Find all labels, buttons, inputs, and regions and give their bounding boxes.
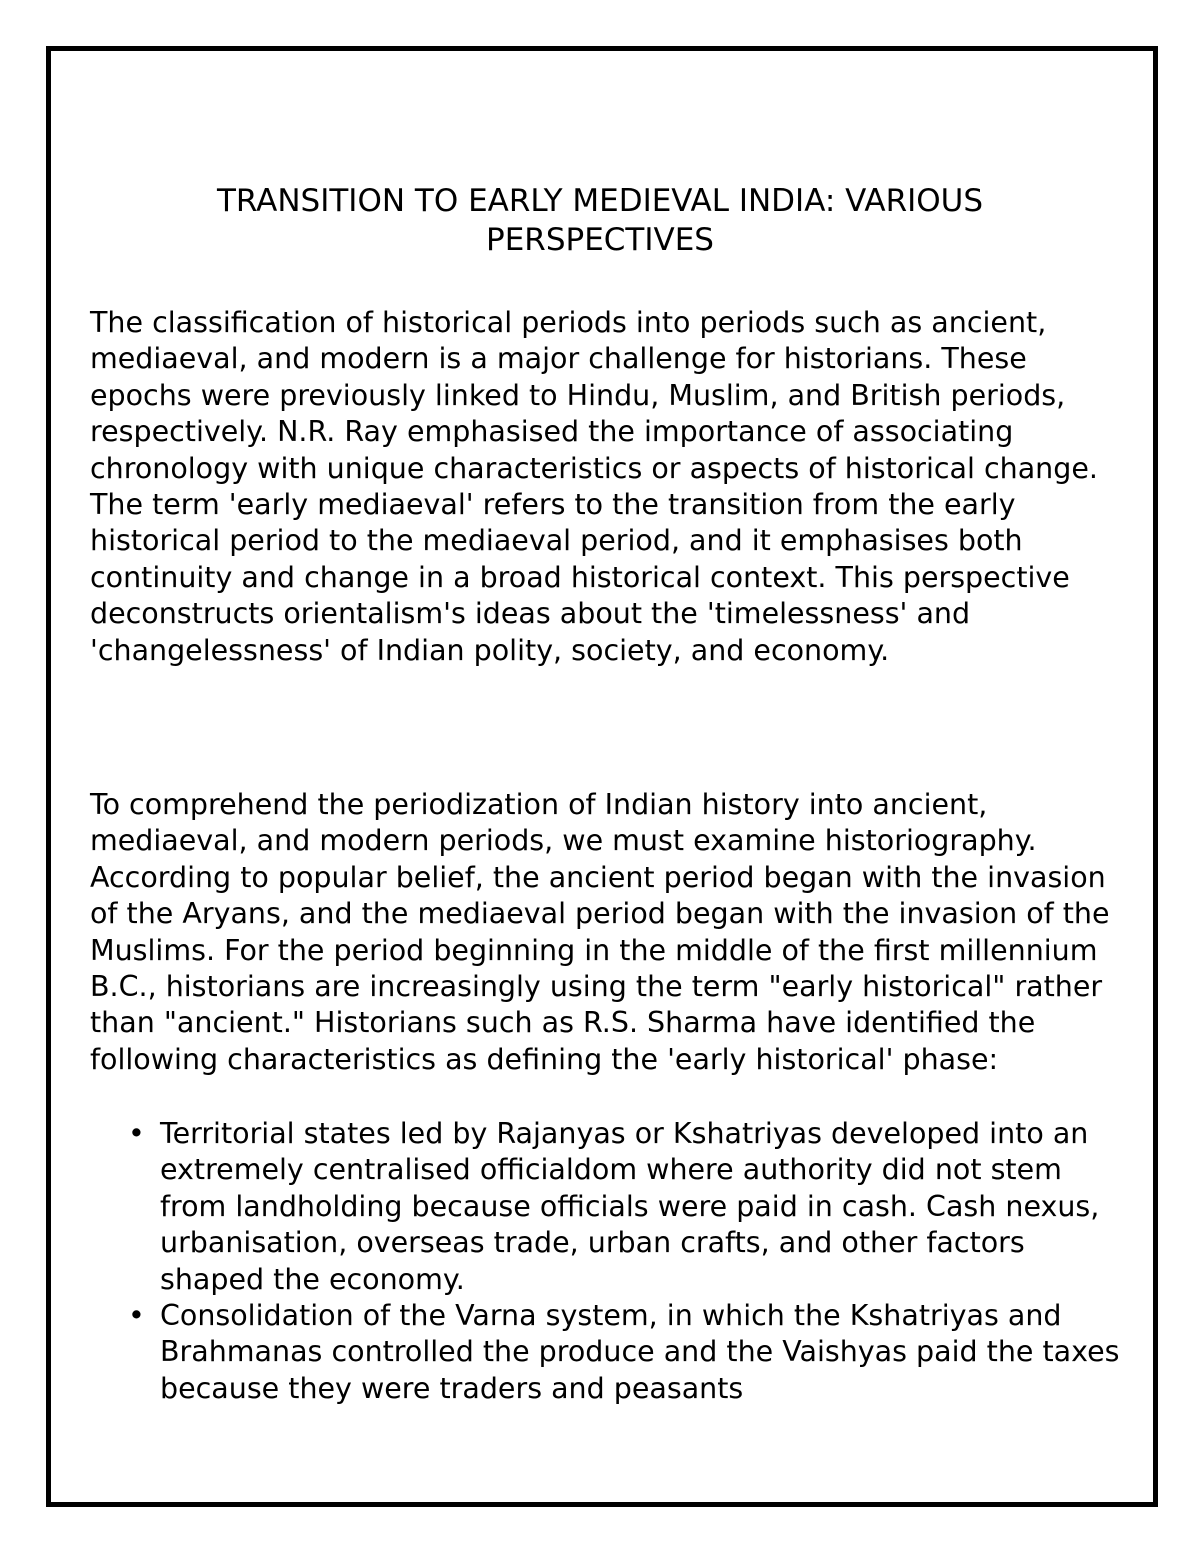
paragraph-periodization-challenge: The classification of historical periods into periods such as ancient, mediaeval, and modern is a major challenge for historians. These epochs were previously linked to Hindu, Muslim, and British periods, respectively. N.R. Ray emphasised the importance of associating chronology with unique characteristics or aspects of historical change. The term 'early mediaeval' refers to the transition from the early historical period to the mediaeval period, and it emphasises both continuity and change in a broad historical context. This perspective deconstructs orientalism's ideas about the 'timelessness' and 'changelessness' of Indian polity, society, and economy.: [90, 306, 1098, 667]
list-item-text: Consolidation of the Varna system, in which the Kshatriyas and Brahmanas controlled the produce and the Vaishyas paid the taxes because they were traders and peasants: [160, 1299, 1120, 1405]
list-item: [90, 1116, 1120, 1298]
title-line-2: PERSPECTIVES: [486, 222, 714, 258]
paragraph-historiography: To comprehend the periodization of Indian history into ancient, mediaeval, and modern periods, we must examine historiography. According to popular belief, the ancient period began with the invasion of the Aryans, and the mediaeval period began with the invasion of the Muslims. For the period beginning in the middle of the first millennium B.C., historians are increasingly using the term "early historical" rather than "ancient." Historians such as R.S. Sharma have identified the following characteristics as defining the 'early historical' phase:: [90, 788, 1110, 1076]
characteristics-list: [90, 1116, 1120, 1407]
list-item: [90, 1298, 1120, 1407]
document-title: [90, 182, 1110, 260]
bullet-icon: •: [128, 1299, 145, 1333]
title-line-1: TRANSITION TO EARLY MEDIEVAL INDIA: VARIOUS: [216, 183, 984, 219]
list-item-text: Territorial states led by Rajanyas or Kshatriyas developed into an extremely centralised officialdom where authority did not stem from landholding because officials were paid in cash. Cash nexus, urbanisation, overseas trade, urban crafts, and other factors shaped the economy.: [160, 1117, 1100, 1296]
bullet-icon: •: [128, 1117, 145, 1150]
